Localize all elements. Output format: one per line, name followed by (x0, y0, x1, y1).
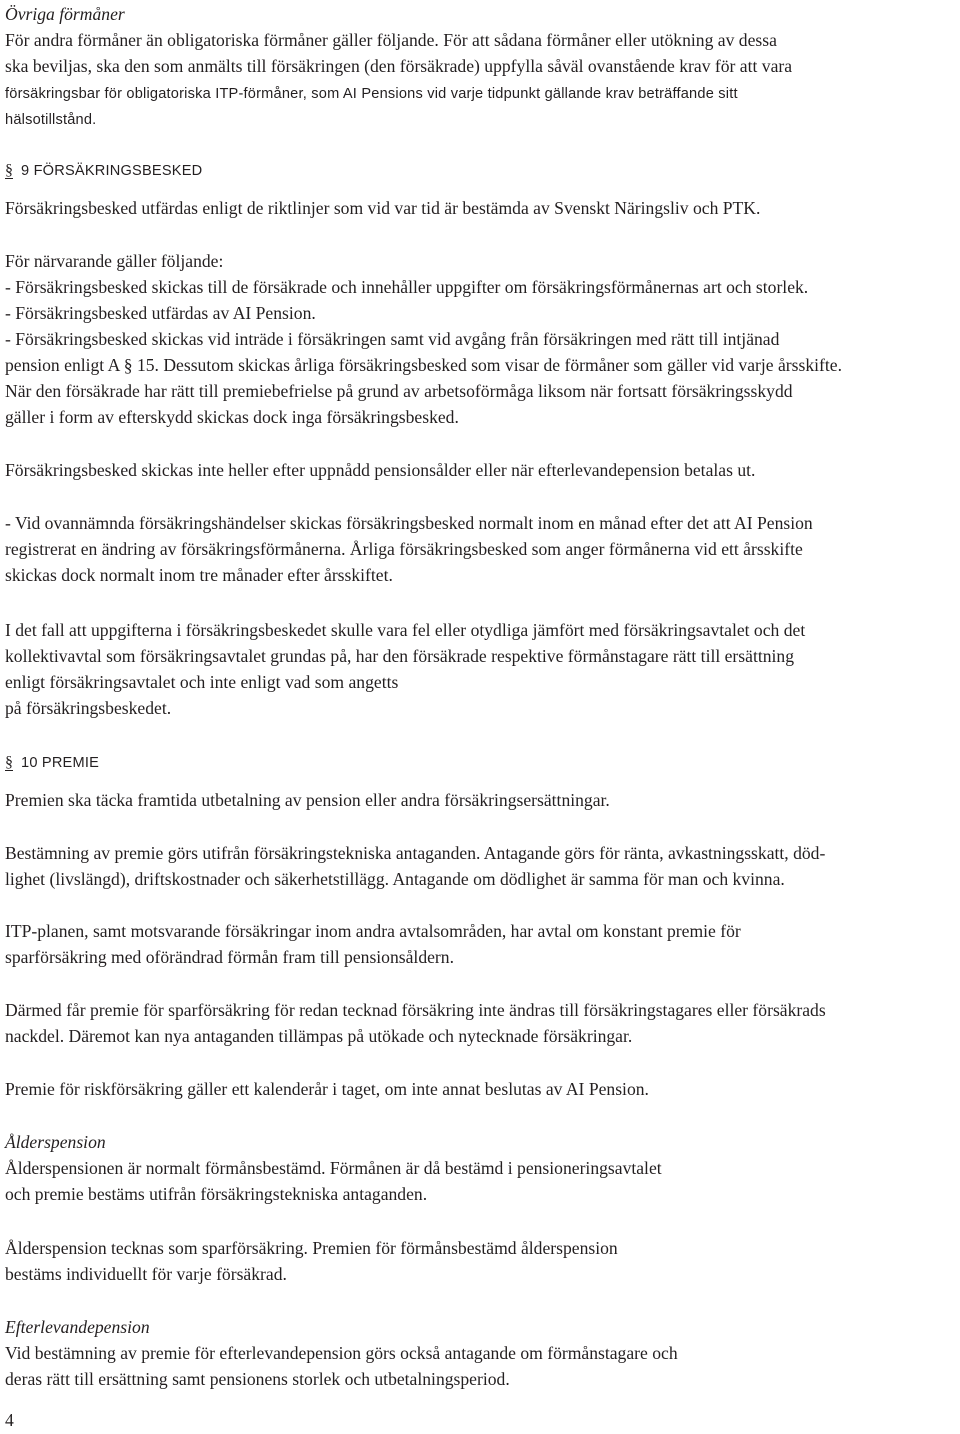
subheading-efterlevandepension: Efterlevandepension (5, 1317, 150, 1337)
paragraph-line: För närvarande gäller följande: (5, 251, 224, 271)
paragraph-line: ska beviljas, ska den som anmälts till försäkringen (den försäkrade) uppfylla såväl ovanstående krav för att vara (5, 56, 793, 76)
paragraph-line: nackdel. Däremot kan nya antaganden tillämpas på utökade och nytecknade försäkringar. (5, 1026, 633, 1046)
paragraph-line: lighet (livslängd), driftskostnader och säkerhetstillägg. Antagande om dödlighet är samma för man och kvinna. (5, 869, 785, 889)
paragraph-line: Premie för riskförsäkring gäller ett kalenderår i taget, om inte annat beslutas av AI Pension. (5, 1079, 649, 1099)
section-symbol: § (5, 162, 13, 179)
paragraph-line: Bestämning av premie görs utifrån försäkringstekniska antaganden. Antagande görs för ränta, avkastningsskatt, död- (5, 843, 826, 863)
paragraph-line: försäkringsbar för obligatoriska ITP-förmåner, som AI Pensions vid varje tidpunkt gällande krav beträffande sitt (5, 86, 738, 102)
section-heading-10 (5, 754, 99, 772)
page-number: 4 (5, 1410, 14, 1430)
paragraph-line: skickas dock normalt inom tre månader efter årsskiftet. (5, 565, 393, 585)
section-title: 9 FÖRSÄKRINGSBESKED (21, 163, 203, 179)
list-item: - Försäkringsbesked utfärdas av AI Pension. (5, 303, 316, 323)
paragraph-line: bestäms individuellt för varje försäkrad. (5, 1264, 287, 1284)
paragraph-line: I det fall att uppgifterna i försäkringsbeskedet skulle vara fel eller otydliga jämfört med försäkringsavtalet och det (5, 620, 806, 640)
paragraph-line: Vid bestämning av premie för efterlevandepension görs också antagande om förmånstagare och (5, 1343, 678, 1363)
subheading-ovriga-formaner: Övriga förmåner (5, 4, 125, 24)
paragraph-line: hälsotillstånd. (5, 112, 97, 128)
paragraph-line: deras rätt till ersättning samt pensionens storlek och utbetalningsperiod. (5, 1369, 510, 1389)
paragraph-line: på försäkringsbeskedet. (5, 698, 172, 718)
paragraph-line: För andra förmåner än obligatoriska förmåner gäller följande. För att sådana förmåner eller utökning av dessa (5, 30, 777, 50)
paragraph-line: enligt försäkringsavtalet och inte enligt vad som angetts (5, 672, 399, 692)
paragraph-line: registrerat en ändring av försäkringsförmånerna. Årliga försäkringsbesked som anger förmånerna vid ett årsskifte (5, 539, 803, 559)
paragraph-line: Ålderspension tecknas som sparförsäkring. Premien för förmånsbestämd ålderspension (5, 1238, 618, 1258)
paragraph-line: och premie bestäms utifrån försäkringstekniska antaganden. (5, 1184, 428, 1204)
paragraph-line: pension enligt A § 15. Dessutom skickas årliga försäkringsbesked som visar de förmåner som gäller vid varje årsskifte. (5, 355, 842, 375)
paragraph-line: När den försäkrade har rätt till premiebefrielse på grund av arbetsoförmåga liksom när fortsatt försäkringsskydd (5, 381, 793, 401)
section-heading-9 (5, 162, 202, 180)
paragraph-line: kollektivavtal som försäkringsavtalet grundas på, har den försäkrade respektive förmånstagare rätt till ersättning (5, 646, 795, 666)
list-item: - Försäkringsbesked skickas vid inträde i försäkringen samt vid avgång från försäkringen med rätt till intjänad (5, 329, 780, 349)
paragraph-line: Ålderspensionen är normalt förmånsbestämd. Förmånen är då bestämd i pensioneringsavtalet (5, 1158, 662, 1178)
paragraph-line: Försäkringsbesked utfärdas enligt de riktlinjer som vid var tid är bestämda av Svenskt Näringsliv och PTK. (5, 198, 761, 218)
paragraph-line: Premien ska täcka framtida utbetalning av pension eller andra försäkringsersättningar. (5, 790, 610, 810)
list-item: - Försäkringsbesked skickas till de försäkrade och innehåller uppgifter om försäkringsförmånernas art och storlek. (5, 277, 809, 297)
paragraph-line: sparförsäkring med oförändrad förmån fram till pensionsåldern. (5, 947, 454, 967)
paragraph-line: gäller i form av efterskydd skickas dock inga försäkringsbesked. (5, 407, 459, 427)
paragraph-line: Därmed får premie för sparförsäkring för redan tecknad försäkring inte ändras till försäkringstagares eller försäkrads (5, 1000, 826, 1020)
paragraph-line: - Vid ovannämnda försäkringshändelser skickas försäkringsbesked normalt inom en månad efter det att AI Pension (5, 513, 813, 533)
subheading-alderspension: Ålderspension (5, 1132, 106, 1152)
section-symbol: § (5, 754, 13, 771)
paragraph-line: Försäkringsbesked skickas inte heller efter uppnådd pensionsålder eller när efterlevandepension betalas ut. (5, 460, 756, 480)
section-title: 10 PREMIE (21, 755, 100, 771)
paragraph-line: ITP-planen, samt motsvarande försäkringar inom andra avtalsområden, har avtal om konstant premie för (5, 921, 741, 941)
